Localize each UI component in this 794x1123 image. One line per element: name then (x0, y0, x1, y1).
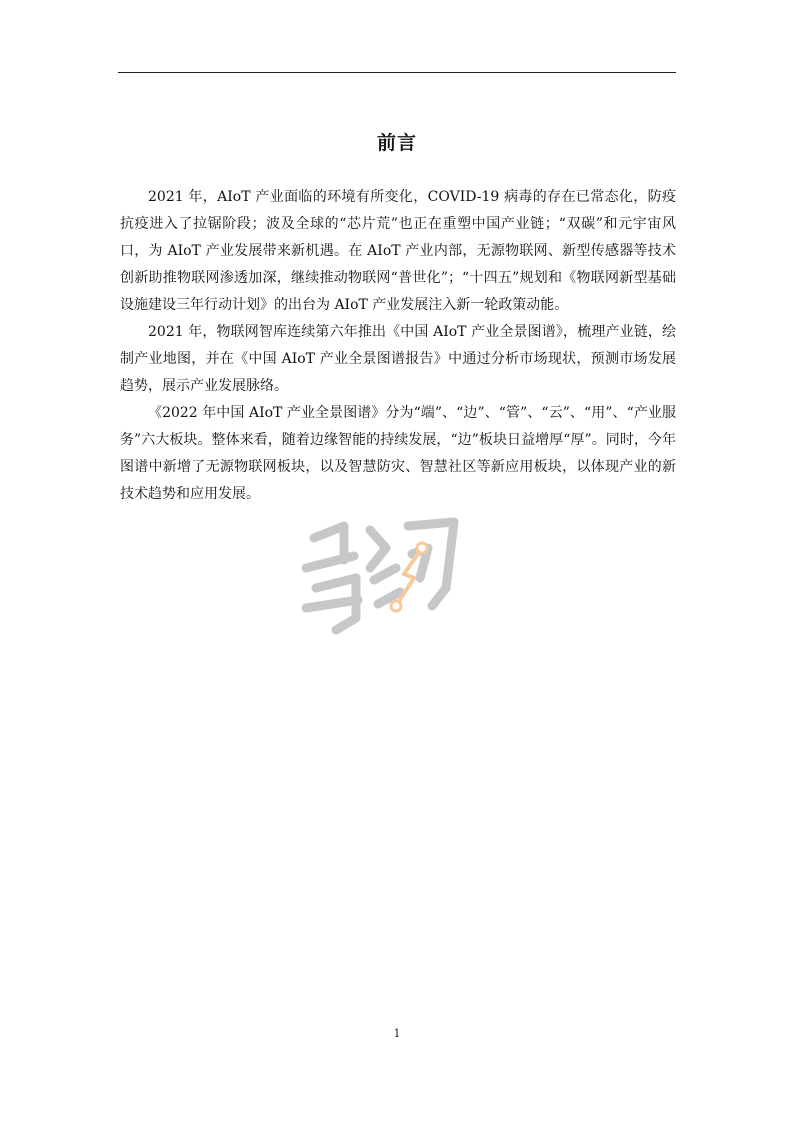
body-text (120, 184, 676, 508)
logo-watermark-icon (296, 508, 466, 638)
paragraph-1: 2021 年，AIoT 产业面临的环境有所变化，COVID-19 病毒的存在已常态化，防疫抗疫进入了拉锯阶段；波及全球的“芯片荒”也正在重塑中国产业链；“双碳”和元宇宙风口，为 AIoT 产业发展带来新机遇。在 AIoT 产业内部，无源物联网、新型传感器等技术创新助推物联网渗透加深，继续推动物联网“普世化”；“十四五”规划和《物联网新型基础设施建设三年行动计划》的出台为 AIoT 产业发展注入新一轮政策动能。 (120, 189, 676, 313)
paragraph-3: 《2022 年中国 AIoT 产业全景图谱》分为“端”、“边”、“管”、“云”、“用”、“产业服务”六大板块。整体来看，随着边缘智能的持续发展，“边”板块日益增厚“厚”。同时，今年图谱中新增了无源物联网板块，以及智慧防灾、智慧社区等新应用板块，以体现产业的新技术趋势和应用发展。 (120, 405, 676, 502)
header-rule (118, 72, 676, 73)
page-title: 前言 (376, 132, 417, 154)
page-number: 1 (393, 1027, 401, 1040)
paragraph-2: 2021 年，物联网智库连续第六年推出《中国 AIoT 产业全景图谱》，梳理产业链，绘制产业地图，并在《中国 AIoT 产业全景图谱报告》中通过分析市场现状，预测市场发展趋势，展示产业发展脉络。 (120, 324, 676, 394)
